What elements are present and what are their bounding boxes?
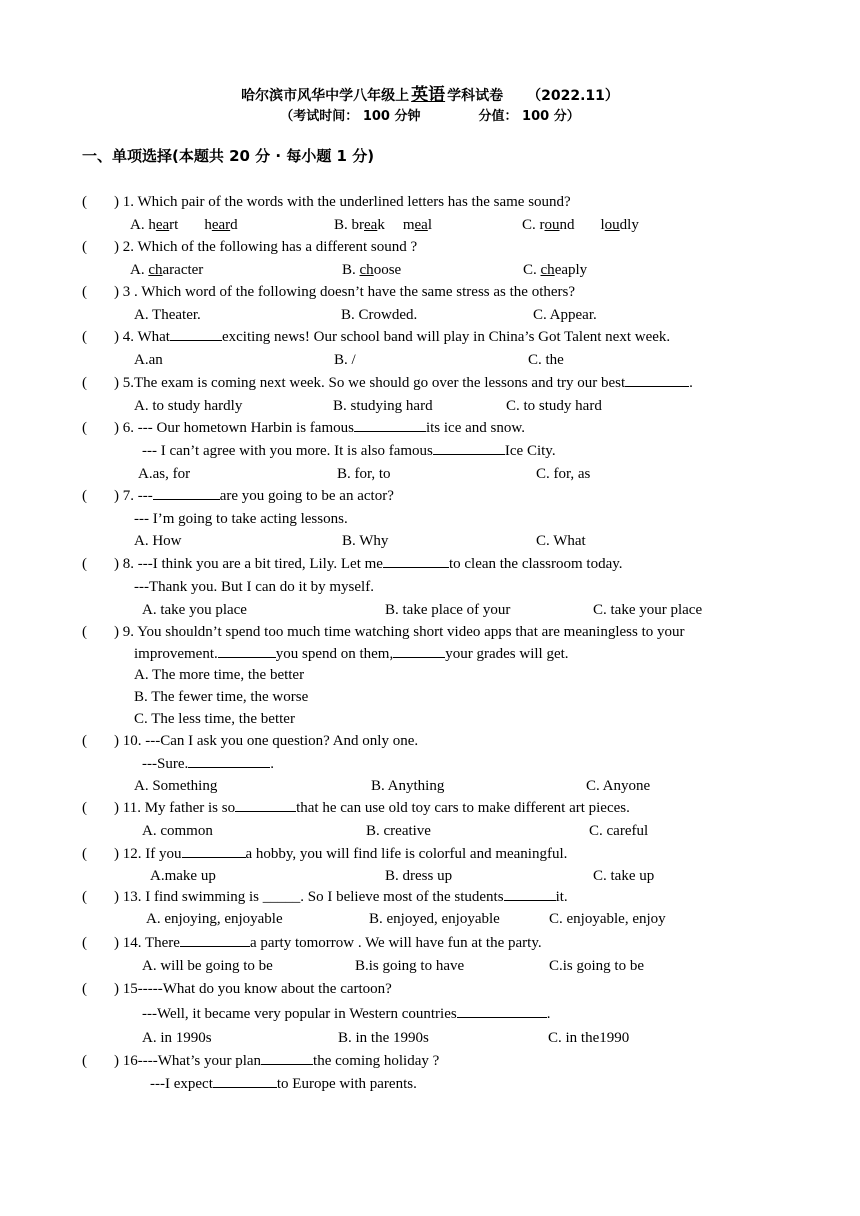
answer-blank xyxy=(261,1052,313,1065)
answer-blank xyxy=(170,328,222,341)
q5-option-a: A. to study hardly xyxy=(134,398,243,414)
q11-option-c: C. careful xyxy=(589,823,649,839)
answer-blank xyxy=(383,555,449,568)
answer-bracket: ( xyxy=(82,375,87,391)
question-number: ) 2. xyxy=(114,239,134,255)
q6-option-a: A.as, for xyxy=(138,466,191,482)
answer-blank xyxy=(504,888,556,901)
q15-option-c: C. in the1990 xyxy=(548,1030,630,1046)
q2-option-b: B. choose xyxy=(342,262,402,278)
question-number: ) 3 . xyxy=(114,284,138,300)
q13-option-c: C. enjoyable, enjoy xyxy=(549,911,666,927)
exam-title xyxy=(0,80,860,105)
q3-option-b: B. Crowded. xyxy=(341,307,418,323)
q15-line-2: ---Well, it became very popular in Western countries . xyxy=(142,1006,551,1022)
answer-blank xyxy=(188,755,270,768)
answer-bracket: ( xyxy=(82,239,87,255)
q7-option-c: C. What xyxy=(536,533,586,549)
q6-option-c: C. for, as xyxy=(536,466,591,482)
question-number: ) 11. xyxy=(114,800,141,816)
q2-option-c: C. cheaply xyxy=(523,262,588,278)
q16-line-2: ---I expect to Europe with parents. xyxy=(150,1076,417,1092)
answer-bracket: ( xyxy=(82,981,87,997)
answer-bracket: ( xyxy=(82,889,87,905)
answer-bracket: ( xyxy=(82,846,87,862)
q1-option-c: C. round loudly xyxy=(522,217,639,233)
q8-option-b: B. take place of your xyxy=(385,602,511,618)
question-number: ) 16 xyxy=(114,1053,138,1069)
q8-option-c: C. take your place xyxy=(593,602,703,618)
answer-bracket: ( xyxy=(82,420,87,436)
answer-bracket: ( xyxy=(82,935,87,951)
q4-option-b: B. / xyxy=(334,352,356,368)
q4-option-c: C. the xyxy=(528,352,564,368)
q2-option-a: A. character xyxy=(130,262,204,278)
question-stem: ---Can I ask you one question? And only one. xyxy=(145,733,419,749)
q8-option-a: A. take you place xyxy=(142,602,247,618)
answer-bracket: ( xyxy=(82,488,87,504)
question-number: ) 13. xyxy=(114,889,142,905)
exam-date: （2022.11） xyxy=(527,88,619,104)
q7-option-a: A. How xyxy=(134,533,182,549)
answer-blank xyxy=(218,645,276,658)
exam-time: （考试时间： 100 分钟 xyxy=(280,109,421,124)
q15-option-b: B. in the 1990s xyxy=(338,1030,429,1046)
q15-option-a: A. in 1990s xyxy=(142,1030,212,1046)
question-number: ) 4. xyxy=(114,329,134,345)
q5-option-c: C. to study hard xyxy=(506,398,602,414)
school-name: 哈尔滨市风华中学八年级上 xyxy=(241,88,410,104)
question-stem: -----What do you know about the cartoon? xyxy=(137,981,392,997)
q3-option-c: C. Appear. xyxy=(533,307,597,323)
question-stem: Which pair of the words with the underlined letters has the same sound? xyxy=(137,194,571,210)
answer-bracket: ( xyxy=(82,1053,87,1069)
q10-option-b: B. Anything xyxy=(371,778,445,794)
subject-name: 英语 xyxy=(411,85,446,105)
q11-option-b: B. creative xyxy=(366,823,431,839)
q9-option-b: B. The fewer time, the worse xyxy=(134,689,309,705)
question-number: ) 6. xyxy=(114,420,134,436)
answer-bracket: ( xyxy=(82,329,87,345)
q10-line-2: ---Sure. . xyxy=(142,756,274,772)
exam-score: 分值： 100 分） xyxy=(478,109,580,124)
q5-option-b: B. studying hard xyxy=(333,398,433,414)
answer-blank xyxy=(457,1005,547,1018)
answer-bracket: ( xyxy=(82,284,87,300)
q7-line-2: --- I’m going to take acting lessons. xyxy=(134,511,348,527)
answer-blank xyxy=(393,645,445,658)
question-number: ) 15 xyxy=(114,981,138,997)
question-number: ) 12. xyxy=(114,846,142,862)
answer-blank xyxy=(213,1075,277,1088)
q9-line-2: improvement. you spend on them, your grades will get. xyxy=(134,646,569,662)
answer-bracket: ( xyxy=(82,733,87,749)
q14-option-a: A. will be going to be xyxy=(142,958,273,974)
answer-blank xyxy=(153,487,220,500)
question-number: ) 1. xyxy=(114,194,134,210)
q9-option-c: C. The less time, the better xyxy=(134,711,295,727)
answer-blank xyxy=(433,442,505,455)
answer-blank xyxy=(354,419,426,432)
answer-bracket: ( xyxy=(82,194,87,210)
answer-blank xyxy=(182,845,246,858)
question-number: ) 5. xyxy=(114,375,134,391)
question-number: ) 7. xyxy=(114,488,134,504)
q8-line-2: ---Thank you. But I can do it by myself. xyxy=(134,579,374,595)
answer-blank xyxy=(235,799,296,812)
q10-option-a: A. Something xyxy=(134,778,218,794)
question-stem: You shouldn’t spend too much time watching short video apps that are meaningless to your xyxy=(137,624,685,640)
exam-page: 哈尔滨市风华中学八年级上 英语 学科试卷 （2022.11） （考试时间： 100 分钟 分值： 100 分） 一、单项选择(本题共 20 分 · 每小题 1 分) ( ) 1. Which pair of the words with the underlined letters has the same sound? A. heart heard B. break meal C. round loudly ( ) 2. Which of the following has a different sound ? A. character B. choose C. cheaply ( ) 3 . Which word of the following doesn’t have the same stress as the others? A. Theater. B. Crowded. C. Appear. ( ) 4. What exciting news! Our school band will play in China’s Got Talent next week. A.an B. / C. the ( ) 5.The exam is coming next week. So we should go over the lessons and try our best . A. to study hardly B. studying hard C. to study hard ( ) 6. --- Our hometown Harbin is famous its ice and snow. --- I can’t agree with you more. It is also famous Ice City. A.as, for B. for, to C. for, as ( ) 7. --- are you going to be an actor? --- I’m going to take acting lessons. A. How B. Why C. What ( ) 8. ---I think you are a bit tired, Lily. Let me to clean the classroom today. ---Thank you. But I can do it by myself. A. take you place B. take place of your C. take your place ( ) 9. You shouldn’t spend too much time watching short video apps that are meaningless to your improvement. you spend on them, your grades will get. A. The more time, the better B. The fewer time, the worse C. The less time, the better ( ) 10. ---Can I ask you one question? And only one. ---Sure. . A. Something B. Anything C. Anyone ( ) 11. My father is so that he can use old toy cars to make different art pieces. A. common B. creative C. careful ( ) 12. If you a hobby, you will find life is colorful and meaningful. A.make up B. dress up C. take up ( ) 13. I find swimming is _____. So I believe most of the students it. A. enjoying, enjoyable B. enjoyed, enjoyable C. enjoyable, enjoy ( ) 14. There a party tomorrow . We will have fun at the party. A. will be going to be B.is going to have C.is going to be ( ) 15-----What do you know about the cartoon? ---Well, it became very popular in Western countries . A. in 1990s B. in the 1990s C. in the1990 ( ) 16----What’s your plan the coming holiday ? ---I expect to Europe with parents. xyxy=(0,0,860,1216)
paper-suffix: 学科试卷 xyxy=(447,88,504,104)
q11-option-a: A. common xyxy=(142,823,213,839)
q3-option-a: A. Theater. xyxy=(134,307,201,323)
q12-option-c: C. take up xyxy=(593,868,655,884)
question-number: ) 9. xyxy=(114,624,134,640)
question-number: ) 14. xyxy=(114,935,142,951)
answer-bracket: ( xyxy=(82,556,87,572)
question-stem: Which of the following has a different sound ? xyxy=(137,239,418,255)
section-title: 一、单项选择(本题共 20 分 · 每小题 1 分) xyxy=(82,147,375,165)
answer-bracket: ( xyxy=(82,624,87,640)
q14-option-c: C.is going to be xyxy=(549,958,645,974)
answer-blank xyxy=(625,374,689,387)
q4-option-a: A.an xyxy=(134,352,163,368)
q1-option-b: B. break meal xyxy=(334,217,432,233)
question-number: ) 8. xyxy=(114,556,134,572)
answer-bracket: ( xyxy=(82,800,87,816)
q13-option-b: B. enjoyed, enjoyable xyxy=(369,911,500,927)
q9-option-a: A. The more time, the better xyxy=(134,667,305,683)
question-number: ) 10. xyxy=(114,733,142,749)
q1-option-a: A. heart heard xyxy=(130,217,238,233)
q12-option-b: B. dress up xyxy=(385,868,453,884)
q13-option-a: A. enjoying, enjoyable xyxy=(146,911,283,927)
q6-option-b: B. for, to xyxy=(337,466,391,482)
q10-option-c: C. Anyone xyxy=(586,778,651,794)
q12-option-a: A.make up xyxy=(150,868,216,884)
question-stem: Which word of the following doesn’t have the same stress as the others? xyxy=(141,284,576,300)
q14-option-b: B.is going to have xyxy=(355,958,465,974)
q6-line-2: --- I can’t agree with you more. It is also famous Ice City. xyxy=(142,443,556,459)
answer-blank xyxy=(180,934,250,947)
exam-info xyxy=(0,105,860,124)
q7-option-b: B. Why xyxy=(342,533,389,549)
